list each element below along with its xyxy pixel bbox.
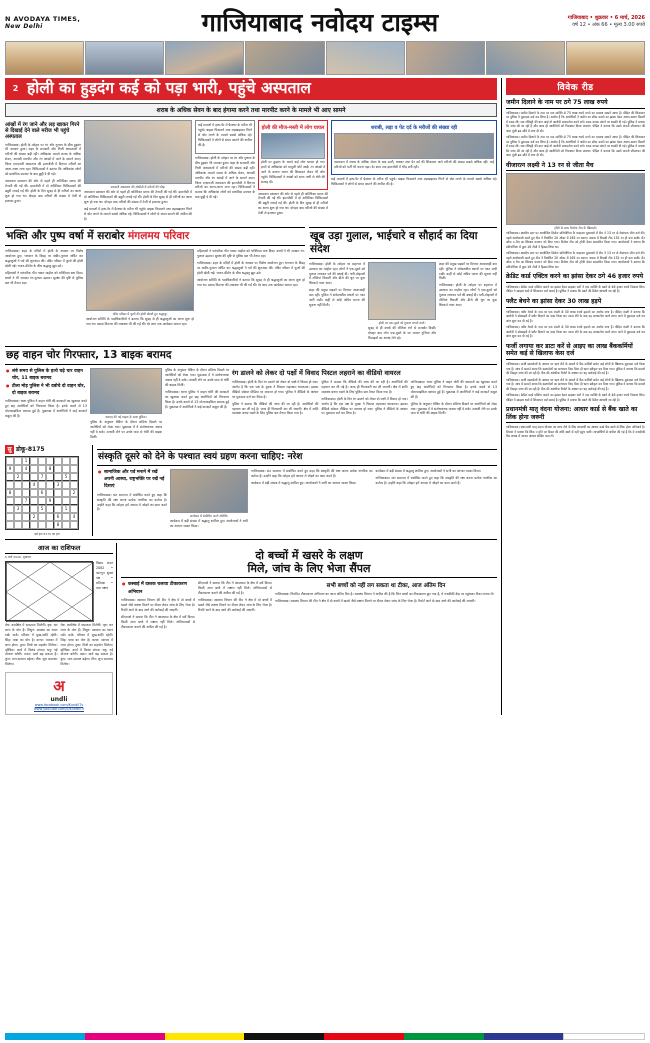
color-swatch-magenta — [85, 1033, 165, 1040]
rashifal-text-2: मेष: कार्यक्षेत्र में सफलता मिलेगी। वृष: धन लाभ के योग हैं। मिथुन: स्वास्थ्य का ध्यान रखें। कर्क: परिवार में सुख-शांति रहेगी। सिंह: यात्रा का योग है। कन्या: व्यापार में लाभ होगा। तुला: मित्रों का सहयोग मिलेगा। वृश्चिक: कार्य में विलंब संभव। धनु: नई योजना बनेगी। मकर: खर्च बढ़ सकता है। कुंभ: मान-सम्मान बढ़ेगा। मीन: शुभ समाचार मिलेगा। — [60, 622, 113, 667]
section5-photo — [170, 469, 248, 513]
lead-kicker: शराब के अधिक सेवन के बाद हंगामा करने तथा मारपीट करने के मामले भी आए सामने — [5, 103, 497, 117]
color-swatch-green — [404, 1033, 484, 1040]
right-story-2-head: वीजारत्न लक्ष्मी ने 13 रन से जीता मैच — [506, 162, 645, 172]
lead-box-1-photo — [261, 133, 325, 159]
right-story-1-text: गाजियाबाद। जमीन दिलाने के नाम पर एक व्यक्ति से 75 लाख रुपये ठगने का मामला सामने आया है। पीड़ित की शिकायत पर पुलिस ने मुकदमा दर्ज कर लिया है। आरोप है कि आरोपियों ने जमीन का सौदा कराने का झांसा देकर अलग-अलग किश्तों में रकम ली। जब रजिस्ट्री की बात आई तो आरोपी टालमटोल करने लगे। रकम वापस मांगने पर धमकी दी गई। पुलिस ने बताया कि जांच की जा रही है और जल्द ही आरोपियों को गिरफ्तार किया जाएगा। पीड़ित ने बताया कि उसने अपनी जीवनभर की जमा पूंजी इस सौदे में लगा दी थी। गाजियाबाद। जमीन दिलाने के नाम पर एक व्यक्ति से 75 लाख रुपये ठगने का मामला सामने आया है। पीड़ित की शिकायत पर पुलिस ने मुकदमा दर्ज कर लिया है। आरोप है कि आरोपियों ने जमीन का सौदा कराने का झांसा देकर अलग-अलग किश्तों में रकम ली। जब रजिस्ट्री की बात आई तो आरोपी टालमटोल करने लगे। रकम वापस मांगने पर धमकी दी गई। पुलिस ने बताया कि जांच की जा रही है और जल्द ही आरोपियों को गिरफ्तार किया जाएगा। पीड़ित ने बताया कि उसने अपनी जीवनभर की जमा पूंजी इस सौदे में लगा दी थी। — [506, 110, 645, 158]
lead-col5-cont: कई मामलों में हाथ-पैर में फ्रैक्चर के मरीज भी पहुंचे। बाइक फिसलने तथा लड़खड़ाकर गिरने से चोट लगने के मामले सबसे अधिक रहे। चिकित्सकों ने लोगों से संयम बरतने की अपील की है। — [331, 176, 497, 186]
lead-col3: कई मामलों में हाथ-पैर में फ्रैक्चर के मरीज भी पहुंचे। बाइक फिसलने तथा लड़खड़ाकर गिरने से चोट लगने के मामले सबसे अधिक रहे। चिकित्सकों ने लोगों से संयम बरतने की अपील की है। — [198, 122, 253, 147]
sudoku-cell[interactable] — [22, 505, 30, 513]
sudoku-cell[interactable] — [38, 497, 46, 505]
edition-date: गाजियाबाद • शुक्रवार • 6 मार्च, 2026 — [567, 14, 645, 21]
sudoku-cell[interactable] — [70, 473, 78, 481]
sudoku-cell[interactable] — [6, 505, 14, 513]
sudoku-cell[interactable]: 5 — [62, 473, 70, 481]
sudoku-cell[interactable] — [62, 489, 70, 497]
section5-photo-caption: कार्यक्रम में संबोधित करते अतिथि। — [189, 513, 229, 518]
sudoku-cell[interactable] — [30, 497, 38, 505]
sudoku-cell[interactable] — [70, 521, 78, 529]
kundli-tv-ad[interactable] — [5, 672, 113, 715]
section6-right-text: गाजियाबाद। नियमित टीकाकरण अभियान का आज अंतिम दिन है। स्वास्थ्य विभाग ने अपील की है कि जिन बच्चों का टीकाकरण छूट गया है, वे नजदीकी केंद्र पर पहुंचकर टीका लगवा लें। गाजियाबाद। स्वास्थ्य विभाग की टीम ने क्षेत्र में दो बच्चों में खसरे जैसे लक्षण मिलने पर सैंपल लेकर जांच के लिए भेजा है। रिपोर्ट आने के बाद आगे की कार्रवाई की जाएगी। — [275, 591, 494, 603]
sudoku-cell[interactable] — [14, 465, 22, 473]
sudoku-cell[interactable]: 1 — [22, 457, 30, 465]
photo-holi-4 — [406, 41, 485, 75]
sudoku-grid[interactable] — [5, 456, 79, 530]
sudoku-cell[interactable] — [38, 513, 46, 521]
masthead-right — [515, 15, 645, 30]
sudoku-cell[interactable]: 3 — [14, 505, 22, 513]
sudoku-cell[interactable] — [30, 521, 38, 529]
photo-holi-2 — [245, 41, 324, 75]
sudoku-cell[interactable]: 3 — [54, 481, 62, 489]
section5-col1: गाजियाबाद। संत समागम में संबोधित करते हुए कहा कि संस्कृति की रक्षा करना प्रत्येक नागरिक का कर्तव्य है। उन्होंने कहा कि त्योहार हमें आपस में जोड़ने का काम करते हैं। — [97, 492, 167, 512]
color-swatch-black — [244, 1033, 324, 1040]
sudoku-cell[interactable] — [62, 465, 70, 473]
photo-holi-5 — [486, 41, 565, 75]
right-story-5-head: फर्जी लगाया कर डाटा करें से आइए का लाख बैंककर्मियों समेत कई से खिलाफ केस दर्ज — [506, 343, 645, 361]
section4-col2: पुलिस के अनुसार चेकिंग के दौरान संदिग्ध दिखने पर आरोपियों को रोका गया। पूछताछ में वे संतोषजनक जवाब नहीं दे सके। तलाशी लेने पर उनके पास से चोरी की बाइक मिलीं। — [90, 420, 162, 439]
section4-columns — [5, 368, 497, 442]
lead-box-2-text: अस्पताल में शराब के अधिक सेवन के बाद उल्टी, चक्कर तथा पेट दर्द की शिकायत वाले मरीजों की संख्या सबसे अधिक रही। कई मरीजों को भर्ती भी करना पड़ा। देर शाम तक इमरजेंसी में भीड़ बनी रही। — [334, 159, 494, 169]
sudoku-cell[interactable] — [62, 457, 70, 465]
right-story-2-text: गाजियाबाद। स्थानीय स्तर पर आयोजित क्रिकेट प्रतियोगिता के फाइनल मुकाबले में टीम ने 13 रन से रोमांचक जीत दर्ज की। पहले बल्लेबाजी करते हुए टीम ने निर्धारित 20 ओवर में 165 रन बनाए। जवाब में विपक्षी टीम 152 रन ही बना सकी। मैन ऑफ द मैच का खिताब कप्तान को दिया गया। विजेता टीम को ट्रॉफी देकर सम्मानित किया गया। आयोजकों ने बताया कि प्रतियोगिता में कुल 16 टीमों ने हिस्सा लिया था। गाजियाबाद। स्थानीय स्तर पर आयोजित क्रिकेट प्रतियोगिता के फाइनल मुकाबले में टीम ने 13 रन से रोमांचक जीत दर्ज की। पहले बल्लेबाजी करते हुए टीम ने निर्धारित 20 ओवर में 165 रन बनाए। जवाब में विपक्षी टीम 152 रन ही बना सकी। मैन ऑफ द मैच का खिताब कप्तान को दिया गया। विजेता टीम को ट्रॉफी देकर सम्मानित किया गया। आयोजकों ने बताया कि प्रतियोगिता में कुल 16 टीमों ने हिस्सा लिया था। — [506, 231, 645, 269]
sudoku-cell[interactable] — [14, 497, 22, 505]
section5-bullet-wrap — [97, 469, 167, 491]
rashifal-panchang: विक्रम संवत 2082 • फाल्गुन शुक्ल पक्ष • प्रतिपदा • मघा नक्षत्र — [96, 560, 113, 590]
color-swatch-blue — [484, 1033, 564, 1040]
edition-volume: वर्ष 12 • अंक 66 • मूल्य 3.00 रुपये — [572, 22, 645, 28]
sudoku-cell[interactable]: 9 — [6, 465, 14, 473]
sudoku-cell[interactable]: 6 — [54, 513, 62, 521]
section6-col1: गाजियाबाद। स्वास्थ्य विभाग की टीम ने क्षेत्र में दो बच्चों में खसरे जैसे लक्षण मिलने पर सैंपल लेकर जांच के लिए भेजा है। रिपोर्ट आने के बाद आगे की कार्रवाई की जाएगी। सीएमओ ने बताया कि टीम ने आसपास के क्षेत्र में सर्वे किया। किसी अन्य बच्चे में लक्षण नहीं मिले। अभिभावकों से टीकाकरण कराने की अपील की गई है। — [121, 597, 195, 629]
rashifal-text-1: मेष: कार्यक्षेत्र में सफलता मिलेगी। वृष: धन लाभ के योग हैं। मिथुन: स्वास्थ्य का ध्यान रखें। कर्क: परिवार में सुख-शांति रहेगी। सिंह: यात्रा का योग है। कन्या: व्यापार में लाभ होगा। तुला: मित्रों का सहयोग मिलेगा। वृश्चिक: कार्य में विलंब संभव। धनु: नई योजना बनेगी। मकर: खर्च बढ़ सकता है। कुंभ: मान-सम्मान बढ़ेगा। मीन: शुभ समाचार मिलेगा। — [5, 622, 58, 667]
section4-col2b: पुलिस के अनुसार चेकिंग के दौरान संदिग्ध दिखने पर आरोपियों को रोका गया। पूछताछ में वे संतोषजनक जवाब नहीं दे सके। तलाशी लेने पर उनके पास से चोरी की बाइक मिलीं। गाजियाबाद। थाना पुलिस ने वाहन चोरी की वारदातों का खुलासा करते हुए छह आरोपियों को गिरफ्तार किया है। इनके कब्जे से 13 मोटरसाइकिल बरामद हुई हैं। पूछताछ में आरोपियों ने कई वारदातें कबूल की हैं। — [165, 368, 229, 409]
sudoku-cell[interactable]: 2 — [14, 473, 22, 481]
sudoku-cell[interactable] — [70, 481, 78, 489]
sudoku-cell[interactable] — [38, 481, 46, 489]
section5-col3: गाजियाबाद। संत समागम में संबोधित करते हुए कहा कि संस्कृति की रक्षा करना प्रत्येक नागरिक का कर्तव्य है। उन्होंने कहा कि त्योहार हमें आपस में जोड़ने का काम करते हैं। कार्यक्रम में बड़ी संख्या में श्रद्धालु शामिल हुए। आयोजकों ने सभी का आभार व्यक्त किया। — [251, 468, 373, 485]
sudoku-cell[interactable] — [6, 473, 14, 481]
kundli-ad-name: undli — [50, 696, 68, 704]
masthead-title: गाजियाबाद नवोदय टाइम्स — [201, 7, 439, 37]
sudoku-cell[interactable] — [54, 473, 62, 481]
lead-columns — [5, 120, 497, 224]
section3-photo — [368, 262, 436, 320]
sudoku-cell[interactable] — [30, 473, 38, 481]
sudoku-cell[interactable] — [70, 497, 78, 505]
section3-photo-caption: होली पर एक-दूसरे को गुलाल लगाते बच्चे। — [378, 320, 426, 325]
sudoku-cell[interactable] — [62, 481, 70, 489]
section4-col1: गाजियाबाद। थाना पुलिस ने वाहन चोरी की वारदातों का खुलासा करते हुए छह आरोपियों को गिरफ्तार किया है। इनके कब्जे से 13 मोटरसाइकिल बरामद हुई हैं। पूछताछ में आरोपियों ने कई वारदातें कबूल की हैं। — [5, 399, 87, 419]
color-swatch-cyan — [5, 1033, 85, 1040]
lead-col1: गाजियाबाद। होली के त्योहार पर रंग और गुलाल के बीच हुड़दंग भी जमकर हुआ। शहर के सरकारी और निजी अस्पतालों में मरीजों की संख्या बढ़ी रही। अधिकांश मामले शराब के अधिक सेवन, आपसी मारपीट और रंग आंखों में जाने के सामने आए। जिला एमएमजी अस्पताल की इमरजेंसी में दिनभर मरीजों का आना-जाना लगा रहा। चिकित्सकों ने बताया कि अधिकांश लोगों को प्राथमिक उपचार के बाद छुट्टी दे दी गई। अस्पताल प्रशासन की ओर से पहले ही अतिरिक्त स्टाफ की तैनाती की गई थी। इमरजेंसी में दो अतिरिक्त चिकित्सकों की ड्यूटी लगाई गई थी। होली के दिन सुबह से ही मरीजों का आना शुरू हो गया था। दोपहर बाद मरीजों की संख्या में तेजी से इजाफा हुआ। — [5, 142, 81, 203]
sudoku-cell[interactable] — [38, 465, 46, 473]
sudoku-cell[interactable] — [46, 489, 54, 497]
lead-headline-banner — [5, 78, 497, 100]
sudoku-cell[interactable]: 6 — [38, 489, 46, 497]
section4-bullet-1: ● लंबे समय से पुलिस के हत्थे चढ़े चार वाहन चोर, 11 बाइक बरामद — [12, 368, 87, 383]
lead-photo — [84, 120, 192, 184]
sudoku-cell[interactable] — [46, 505, 54, 513]
sudoku-cell[interactable] — [30, 489, 38, 497]
sudoku-label: डोकू-8175 — [16, 446, 45, 454]
lead-box-1-title: होली की मौज-मस्ती में लोग घायल — [261, 124, 325, 131]
right-story-1-head: जमीन दिलाने के नाम पर ठगे 75 लाख रुपये — [506, 99, 645, 109]
lead-box-2-title: शराबी, लड़ा व पेट दर्द के मरीजों की संख्या रही — [370, 124, 458, 131]
lead-photo-caption: सरकारी अस्पताल की ओपीडी में मरीजों की भीड़। — [110, 184, 166, 189]
sudoku-cell[interactable]: 7 — [22, 497, 30, 505]
photo-temple-1 — [5, 41, 84, 75]
sudoku-cell[interactable]: 5 — [38, 505, 46, 513]
sudoku-cell[interactable]: 4 — [30, 481, 38, 489]
sudoku-cell[interactable]: 2 — [70, 489, 78, 497]
section4-col5: गाजियाबाद। थाना पुलिस ने वाहन चोरी की वारदातों का खुलासा करते हुए छह आरोपियों को गिरफ्तार किया है। इनके कब्जे से 13 मोटरसाइकिल बरामद हुई हैं। पूछताछ में आरोपियों ने कई वारदातें कबूल की हैं। पुलिस के अनुसार चेकिंग के दौरान संदिग्ध दिखने पर आरोपियों को रोका गया। पूछताछ में वे संतोषजनक जवाब नहीं दे सके। तलाशी लेने पर उनके पास से चोरी की बाइक मिलीं। — [410, 379, 497, 416]
sudoku-cell[interactable] — [22, 521, 30, 529]
sudoku-cell[interactable] — [46, 481, 54, 489]
sudoku-cell[interactable] — [30, 457, 38, 465]
color-swatch-white — [563, 1033, 645, 1040]
sudoku-cell[interactable] — [46, 473, 54, 481]
section2-photo-caption: मंदिर परिसर में फूलों की होली खेलते हुए श्रद्धालु। — [112, 312, 168, 317]
sudoku-cell[interactable] — [6, 521, 14, 529]
sudoku-cell[interactable] — [70, 505, 78, 513]
sudoku-cell[interactable] — [6, 513, 14, 521]
sudoku-cell[interactable] — [30, 505, 38, 513]
section2-col2: आयोजन समिति के पदाधिकारियों ने बताया कि सुबह से ही श्रद्धालुओं का आना शुरू हो गया था। प्रसाद वितरण की व्यवस्था भी की गई थी। देर शाम तक कार्यक्रम चलता रहा। — [86, 317, 194, 326]
publication-name: N AVODAYA TIMES, — [5, 14, 81, 23]
sudoku-cell[interactable] — [54, 505, 62, 513]
section4-bullet-2: ● टीला मोड़ पुलिस ने भी दबोचे दो वाहन चोर, दो बाइक बरामद — [12, 383, 87, 398]
section4-col3: गाजियाबाद। होली के दिन रंग डालने को लेकर दो पक्षों में विवाद हो गया। आरोप है कि एक पक्ष के युवक ने पिस्टल लहराकर धमकाया। इसका वीडियो सोशल मीडिया पर वायरल हो गया। पुलिस ने वीडियो के आधार पर मुकदमा दर्ज कर लिया है। पुलिस ने बताया कि वीडियो की जांच की जा रही है। आरोपियों की पहचान कर ली गई है। जल्द ही गिरफ्तारी कर ली जाएगी। क्षेत्र में शांति व्यवस्था बनाए रखने के लिए पुलिस बल तैनात किया गया है। — [232, 379, 319, 416]
section5-col2: कार्यक्रम में बड़ी संख्या में श्रद्धालु शामिल हुए। आयोजकों ने सभी का आभार व्यक्त किया। — [170, 518, 248, 528]
kundli-svg — [6, 562, 94, 622]
section3-head: खूब उड़ा गुलाल, भाईचारे व सौहार्द का दिया संदेश — [309, 227, 497, 258]
sudoku-cell[interactable] — [54, 489, 62, 497]
sudoku-cell[interactable]: 2 — [30, 513, 38, 521]
lead-col2: अस्पताल प्रशासन की ओर से पहले ही अतिरिक्त स्टाफ की तैनाती की गई थी। इमरजेंसी में दो अतिरिक्त चिकित्सकों की ड्यूटी लगाई गई थी। होली के दिन सुबह से ही मरीजों का आना शुरू हो गया था। दोपहर बाद मरीजों की संख्या में तेजी से इजाफा हुआ। कई मामलों में हाथ-पैर में फ्रैक्चर के मरीज भी पहुंचे। बाइक फिसलने तथा लड़खड़ाकर गिरने से चोट लगने के मामले सबसे अधिक रहे। चिकित्सकों ने लोगों से संयम बरतने की अपील की है। — [84, 189, 192, 221]
lead-headline: होली का हुड़दंग कई को पड़ा भारी, पहुंचे अस्पताल — [27, 79, 311, 97]
lead-box-1 — [258, 120, 328, 190]
lead-col4-cont: अस्पताल प्रशासन की ओर से पहले ही अतिरिक्त स्टाफ की तैनाती की गई थी। इमरजेंसी में दो अतिरिक्त चिकित्सकों की ड्यूटी लगाई गई थी। होली के दिन सुबह से ही मरीजों का आना शुरू हो गया था। दोपहर बाद मरीजों की संख्या में तेजी से इजाफा हुआ। — [258, 191, 328, 216]
sudoku-tag — [5, 445, 89, 454]
section5-col4: कार्यक्रम में बड़ी संख्या में श्रद्धालु शामिल हुए। आयोजकों ने सभी का आभार व्यक्त किया। गाजियाबाद। संत समागम में संबोधित करते हुए कहा कि संस्कृति की रक्षा करना प्रत्येक नागरिक का कर्तव्य है। उन्होंने कहा कि त्योहार हमें आपस में जोड़ने का काम करते हैं। — [375, 468, 497, 485]
sudoku-cell[interactable] — [6, 481, 14, 489]
photo-holi-3 — [326, 41, 405, 75]
section4-sub-head: रंग डालने को लेकर दो पक्षों में विवाद पिस्टल लहराने का वीडियो वायरल — [232, 369, 401, 378]
sudoku-cell[interactable] — [70, 465, 78, 473]
kundli-ad-link-facebook[interactable]: www.facebook.com/KundliTv — [34, 703, 84, 708]
section6-bullet-wrap — [121, 581, 195, 596]
section2-col3: महिलाओं ने पारंपरिक गीत गाकर माहौल को भक्तिमय बना दिया। बच्चों ने भी जमकर रंग-गुलाल उड़ाया। सुरक्षा की दृष्टि से पुलिस बल भी तैनात रहा। गाजियाबाद। शहर के मंदिरों में होली के अवसर पर विशेष आयोजन हुए। भगवान के विग्रह पर अबीर-गुलाल अर्पित कर श्रद्धालुओं ने पर्व की शुरुआत की। मंदिर परिसर में फूलों की होली खेली गई। भजन-कीर्तन के बीच श्रद्धालु झूम उठे। आयोजन समिति के पदाधिकारियों ने बताया कि सुबह से ही श्रद्धालुओं का आना शुरू हो गया था। प्रसाद वितरण की व्यवस्था भी की गई थी। देर शाम तक कार्यक्रम चलता रहा। — [197, 249, 305, 287]
right-story-6-head: प्रधानमंत्री मातृ वंदना योजना: आधार कार्ड से बैंक खाते का लिंक होना जरूरी — [506, 406, 645, 424]
sudoku-cell[interactable] — [46, 521, 54, 529]
section4-photo-caption: बरामद की गई बाइक के साथ पुलिस। — [105, 415, 147, 420]
sudoku-cell[interactable] — [54, 497, 62, 505]
sudoku-cell[interactable] — [14, 521, 22, 529]
right-story-6-text: गाजियाबाद। प्रधानमंत्री मातृ वंदना योजना का लाभ लेने के लिए लाभार्थी का आधार कार्ड बैंक खाते से लिंक होना अनिवार्य है। विभाग ने बताया कि लिंक न होने पर किस्त की राशि खाते में नहीं पहुंच पाती। लाभार्थियों से अपील की गई है कि वे नजदीकी बैंक शाखा में जाकर आधार सीडिंग करा लें। — [506, 425, 645, 439]
sudoku-cell[interactable] — [38, 457, 46, 465]
lead-box-2 — [331, 120, 497, 175]
lead-col3-cont: गाजियाबाद। होली के त्योहार पर रंग और गुलाल के बीच हुड़दंग भी जमकर हुआ। शहर के सरकारी और निजी अस्पतालों में मरीजों की संख्या बढ़ी रही। अधिकांश मामले शराब के अधिक सेवन, आपसी मारपीट और रंग आंखों में जाने के सामने आए। जिला एमएमजी अस्पताल की इमरजेंसी में दिनभर मरीजों का आना-जाना लगा रहा। चिकित्सकों ने बताया कि अधिकांश लोगों को प्राथमिक उपचार के बाद छुट्टी दे दी गई। — [195, 155, 255, 200]
sudoku-cell[interactable]: 8 — [46, 465, 54, 473]
sudoku-cell[interactable]: 9 — [46, 497, 54, 505]
sudoku-cell[interactable] — [6, 457, 14, 465]
publication-city: New Delhi — [5, 22, 43, 30]
rashifal-date: 6 मार्च 2026, शुक्रवार — [5, 554, 31, 559]
section3-col2: सुबह से ही बच्चों की टोलियां रंगों से सराबोर दिखीं। दोपहर बाद लोग एक-दूसरे के घर जाकर गुजिया और मिठाइयों का आनंद लेते रहे। — [368, 325, 436, 340]
section2-head: भक्ति और पुष्प वर्षा में सराबोर मंगलमय परिवार — [5, 227, 305, 246]
section5-head: संस्कृति दूसरे को देने के पश्चात स्वयं ग्रहण करना चाहिए: नरेश — [97, 449, 497, 466]
section4-head: छह वाहन चोर गिरफ्तार, 13 बाइक बरामद — [5, 346, 497, 365]
color-swatch-red — [324, 1033, 404, 1040]
sudoku-cell[interactable] — [30, 465, 38, 473]
right-story-5-text: गाजियाबाद। फर्जी दस्तावेजों के आधार पर ऋण लेने के मामले में बैंक कर्मियों समेत कई लोगों के खिलाफ मुकदमा दर्ज किया गया है। जांच में सामने आया कि दस्तावेजों का सत्यापन किए बिना ही ऋण स्वीकृत कर दिया गया। पुलिस ने बताया कि मामले की विस्तृत जांच की जा रही है। बैंक की आंतरिक रिपोर्ट के आधार पर यह कार्रवाई की गई है। गाजियाबाद। फर्जी दस्तावेजों के आधार पर ऋण लेने के मामले में बैंक कर्मियों समेत कई लोगों के खिलाफ मुकदमा दर्ज किया गया है। जांच में सामने आया कि दस्तावेजों का सत्यापन किए बिना ही ऋण स्वीकृत कर दिया गया। पुलिस ने बताया कि मामले की विस्तृत जांच की जा रही है। बैंक की आंतरिक रिपोर्ट के आधार पर यह कार्रवाई की गई है। गाजियाबाद। क्रेडिट कार्ड एक्टिव कराने का झांसा देकर साइबर ठगों ने एक व्यक्ति के खाते से 46 हजार रुपये निकाल लिए। पीड़ित ने साइबर थाने में शिकायत दर्ज कराई है। पुलिस ने बताया कि खाते की डिटेल खंगाली जा रही है। — [506, 362, 645, 402]
sudoku-cell[interactable] — [14, 457, 22, 465]
section4-col4: पुलिस ने बताया कि वीडियो की जांच की जा रही है। आरोपियों की पहचान कर ली गई है। जल्द ही गिरफ्तारी कर ली जाएगी। क्षेत्र में शांति व्यवस्था बनाए रखने के लिए पुलिस बल तैनात किया गया है। गाजियाबाद। होली के दिन रंग डालने को लेकर दो पक्षों में विवाद हो गया। आरोप है कि एक पक्ष के युवक ने पिस्टल लहराकर धमकाया। इसका वीडियो सोशल मीडिया पर वायरल हो गया। पुलिस ने वीडियो के आधार पर मुकदमा दर्ज कर लिया है। — [321, 379, 408, 416]
section2-col1: गाजियाबाद। शहर के मंदिरों में होली के अवसर पर विशेष आयोजन हुए। भगवान के विग्रह पर अबीर-गुलाल अर्पित कर श्रद्धालुओं ने पर्व की शुरुआत की। मंदिर परिसर में फूलों की होली खेली गई। भजन-कीर्तन के बीच श्रद्धालु झूम उठे। महिलाओं ने पारंपरिक गीत गाकर माहौल को भक्तिमय बना दिया। बच्चों ने भी जमकर रंग-गुलाल उड़ाया। सुरक्षा की दृष्टि से पुलिस बल भी तैनात रहा। — [5, 249, 83, 285]
section4-photo — [90, 368, 162, 414]
page-number-badge: 2 — [9, 82, 22, 95]
sudoku-cell[interactable] — [62, 513, 70, 521]
photo-holi-1 — [165, 41, 244, 75]
sudoku-cell[interactable] — [46, 513, 54, 521]
sudoku-answer-label: इसे हल 8175 का हल — [34, 531, 60, 536]
right-story-4-text: गाजियाबाद। फ्लैट बेचने के नाम पर एक दंपती से 30 लाख रुपये हड़पने का आरोप लगा है। पीड़ित दंपती ने बताया कि आरोपी ने सोसाइटी में फ्लैट दिलाने का वादा किया था। रकम लेने के बाद वह टालमटोल करने लगा। थाने में मुकदमा दर्ज कर जांच शुरू कर दी गई है। गाजियाबाद। फ्लैट बेचने के नाम पर एक दंपती से 30 लाख रुपये हड़पने का आरोप लगा है। पीड़ित दंपती ने बताया कि आरोपी ने सोसाइटी में फ्लैट दिलाने का वादा किया था। रकम लेने के बाद वह टालमटोल करने लगा। थाने में मुकदमा दर्ज कर जांच शुरू कर दी गई है। — [506, 309, 645, 339]
right-story-2-caption: ट्रॉफी के साथ विजेता टीम के खिलाड़ी। — [554, 226, 597, 231]
color-registration-bar — [5, 1033, 645, 1040]
masthead-photo-strip — [5, 41, 645, 75]
photo-crowd-1 — [85, 41, 164, 75]
sudoku-badge: सु — [5, 445, 14, 454]
right-story-2-photo — [506, 173, 645, 225]
lead-subhead: आंखों में रंग जाने और लड़ खाकर गिरने से दिखाई देने वाले मरीज भी पहुंचे अस्पताल — [5, 121, 80, 141]
sudoku-cell[interactable] — [46, 457, 54, 465]
right-story-3-text: गाजियाबाद। क्रेडिट कार्ड एक्टिव कराने का झांसा देकर साइबर ठगों ने एक व्यक्ति के खाते से 46 हजार रुपये निकाल लिए। पीड़ित ने साइबर थाने में शिकायत दर्ज कराई है। पुलिस ने बताया कि खाते की डिटेल खंगाली जा रही है। — [506, 284, 645, 294]
sudoku-cell[interactable] — [22, 473, 30, 481]
right-story-4-head: फ्लैट बेचने का झांसा देकर 30 लाख हड़पे — [506, 298, 645, 308]
kundli-logo-icon: अ — [53, 677, 65, 696]
section2-photo — [86, 249, 194, 311]
sudoku-cell[interactable] — [14, 489, 22, 497]
sudoku-cell[interactable] — [54, 457, 62, 465]
section5-bullet: ● सामाजिक और पर्व मनाने में रखें अपनी आस्था, राष्ट्रभक्ति पर रखें नई दिशाएं — [104, 469, 167, 491]
sudoku-cell[interactable] — [14, 481, 22, 489]
lead-box-2-photo — [334, 133, 494, 159]
section4-bullets — [5, 368, 87, 397]
sudoku-cell[interactable] — [6, 497, 14, 505]
rashifal-head: आज का राशिफल — [5, 543, 113, 554]
masthead-center — [125, 7, 515, 37]
main-content — [5, 78, 497, 715]
right-rail-header: विवेक रीड — [506, 78, 645, 95]
sudoku-cell[interactable] — [22, 489, 30, 497]
sudoku-cell[interactable]: 7 — [38, 473, 46, 481]
sudoku-cell[interactable] — [62, 497, 70, 505]
sudoku-cell[interactable]: 4 — [70, 513, 78, 521]
section3-col1: गाजियाबाद। होली के त्योहार पर शहरभर में उल्लास का माहौल रहा। लोगों ने एक-दूसरे को गुलाल लगाकर पर्व की बधाई दी। गली-मोहल्लों में टोलियां निकलीं और डीजे की धुन पर युवा थिरकते नजर आए। शहर की प्रमुख सड़कों पर दिनभर आवाजाही कम रही। पुलिस ने संवेदनशील स्थानों पर गश्त जारी रखी। कहीं से कोई अप्रिय घटना की सूचना नहीं मिली। — [309, 261, 365, 308]
section6-right-head: सभी बच्चों को नहीं लग सकता था टीका, आज अंतिम दिन — [326, 583, 446, 590]
sudoku-cell[interactable] — [54, 465, 62, 473]
photo-temple-2 — [566, 41, 645, 75]
sudoku-cell[interactable] — [38, 521, 46, 529]
sudoku-cell[interactable] — [22, 513, 30, 521]
section6-bullet: ● कस्बाई में दस्तक चलाया टीकाकरण अभियान — [128, 581, 195, 596]
masthead-left — [5, 15, 125, 30]
color-swatch-yellow — [165, 1033, 245, 1040]
sudoku-cell[interactable]: 8 — [6, 489, 14, 497]
sudoku-cell[interactable] — [22, 481, 30, 489]
section3-col3: शहर की प्रमुख सड़कों पर दिनभर आवाजाही कम रही। पुलिस ने संवेदनशील स्थानों पर गश्त जारी रखी। कहीं से कोई अप्रिय घटना की सूचना नहीं मिली। गाजियाबाद। होली के त्योहार पर शहरभर में उल्लास का माहौल रहा। लोगों ने एक-दूसरे को गुलाल लगाकर पर्व की बधाई दी। गली-मोहल्लों में टोलियां निकलीं और डीजे की धुन पर युवा थिरकते नजर आए। — [439, 261, 497, 308]
right-rail — [501, 78, 645, 715]
section6-col2: सीएमओ ने बताया कि टीम ने आसपास के क्षेत्र में सर्वे किया। किसी अन्य बच्चे में लक्षण नहीं मिले। अभिभावकों से टीकाकरण कराने की अपील की गई है। गाजियाबाद। स्वास्थ्य विभाग की टीम ने क्षेत्र में दो बच्चों में खसरे जैसे लक्षण मिलने पर सैंपल लेकर जांच के लिए भेजा है। रिपोर्ट आने के बाद आगे की कार्रवाई की जाएगी। — [198, 581, 272, 612]
section6-head: दो बच्चों में खसरे के लक्षण मिले, जांच के लिए भेजा सैंपल — [121, 547, 497, 578]
kundli-chart — [5, 561, 93, 621]
sudoku-cell[interactable]: 4 — [22, 465, 30, 473]
sudoku-cell[interactable] — [62, 521, 70, 529]
masthead — [5, 4, 645, 40]
sudoku-cell[interactable]: 8 — [54, 521, 62, 529]
kundli-ad-link-youtube[interactable]: www.youtube.com/c/KundliTv — [34, 707, 84, 712]
sudoku-cell[interactable] — [14, 513, 22, 521]
sudoku-cell[interactable]: 1 — [62, 505, 70, 513]
right-story-3-head: क्रेडिट कार्ड एक्टिव करने का झांसा देकर ठगे 46 हजार रुपये — [506, 273, 645, 283]
lead-box-1-text: होली पर हुड़दंग के चलते कई लोग घायल हो गए। इनमें से अधिकांश को मामूली चोटें आईं। रंग आंखों में जाने के कारण जलन की शिकायत लेकर भी लोग पहुंचे। चिकित्सकों ने आंखों को साफ पानी से धोने की सलाह दी। — [261, 159, 325, 184]
sudoku-cell[interactable] — [70, 457, 78, 465]
